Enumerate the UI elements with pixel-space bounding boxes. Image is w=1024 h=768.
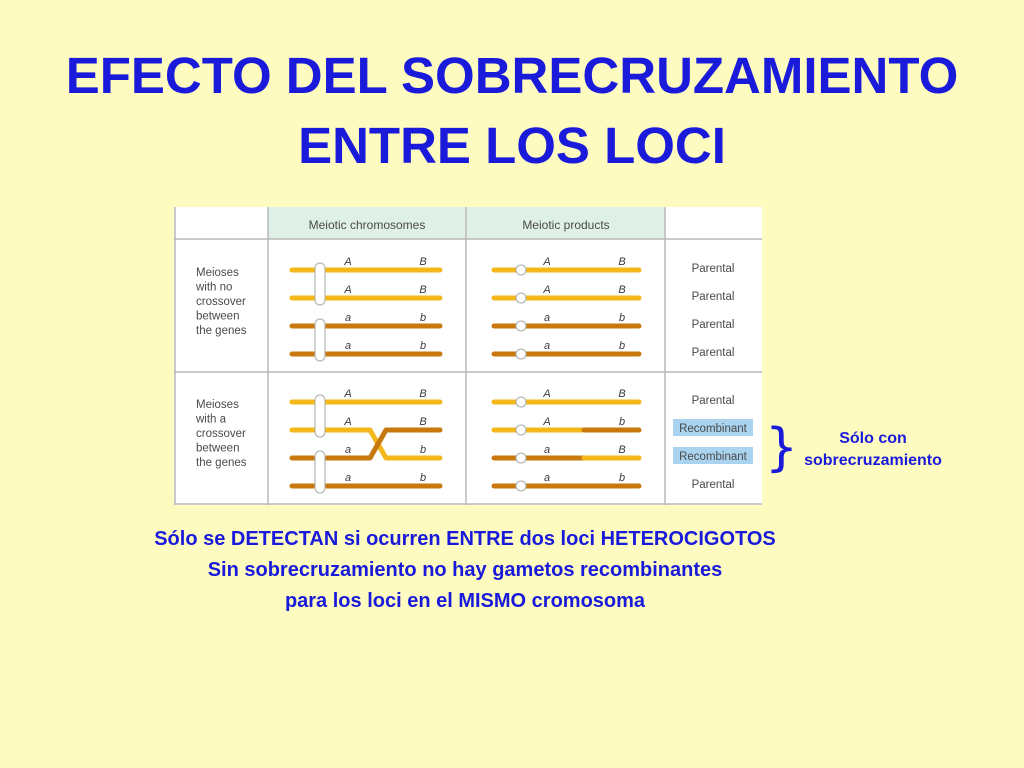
chromosome-allele-b: b	[419, 472, 427, 484]
row-no-crossover-label-line: crossover	[196, 296, 246, 308]
centromere	[516, 425, 526, 435]
product-allele-b: b	[618, 340, 626, 352]
side-note-line-2: sobrecruzamiento	[804, 452, 942, 469]
chromosome-allele-b: B	[419, 416, 427, 428]
outcome-label-recombinant: Recombinant	[679, 451, 747, 463]
row-crossover-label-line: the genes	[196, 457, 247, 469]
outcome-label-parental: Parental	[691, 479, 735, 491]
chromosome-allele-b: B	[419, 256, 427, 268]
side-note-line-1: Sólo con	[839, 430, 907, 447]
chromosome-allele-b: b	[419, 312, 427, 324]
crossover-diagram	[174, 207, 762, 505]
centromere	[315, 451, 325, 493]
header-meiotic-products: Meiotic products	[522, 218, 610, 232]
chromosome-allele-a: A	[344, 416, 352, 428]
centromere	[516, 349, 526, 359]
chromosome-allele-b: b	[419, 444, 427, 456]
product-allele-a: a	[543, 472, 551, 484]
chromosome-allele-a: a	[344, 312, 352, 324]
centromere	[516, 397, 526, 407]
chromosome-allele-a: A	[344, 284, 352, 296]
outcome-label-parental: Parental	[691, 263, 735, 275]
centromere	[516, 481, 526, 491]
centromere	[516, 265, 526, 275]
outcome-label-parental: Parental	[691, 395, 735, 407]
row-no-crossover-label-line: Meioses	[196, 267, 239, 279]
side-note	[780, 428, 966, 472]
centromere	[315, 395, 325, 437]
chromosome-allele-b: B	[419, 388, 427, 400]
centromere	[516, 293, 526, 303]
outcome-label-parental: Parental	[691, 291, 735, 303]
bottom-text-line-2: Sin sobrecruzamiento no hay gametos recombinantes	[207, 559, 723, 581]
chromosome-allele-a: a	[344, 444, 352, 456]
product-allele-a: A	[543, 416, 551, 428]
product-allele-a: a	[543, 312, 551, 324]
chromosome-allele-a: a	[344, 340, 352, 352]
row-no-crossover-label-line: between	[196, 310, 240, 323]
chromosome-allele-a: A	[344, 388, 352, 400]
row-no-crossover-label-line: the genes	[196, 325, 247, 337]
outcome-label-parental: Parental	[691, 319, 735, 331]
product-allele-b: b	[618, 312, 626, 324]
centromere	[315, 263, 325, 305]
bottom-text-line-1: Sólo se DETECTAN si ocurren ENTRE dos loci HETEROCIGOTOS	[154, 528, 776, 550]
row-crossover-label-line: crossover	[196, 428, 246, 440]
bottom-text-line-3: para los loci en el MISMO cromosoma	[284, 590, 646, 612]
row-crossover-label-line: between	[196, 442, 240, 455]
outcome-label-parental: Parental	[691, 347, 735, 359]
slide-title-line-1: EFECTO DEL SOBRECRUZAMIENTO	[65, 47, 959, 104]
product-allele-a: A	[543, 284, 551, 296]
centromere	[516, 321, 526, 331]
centromere	[516, 453, 526, 463]
product-allele-b: b	[618, 416, 626, 428]
product-allele-a: A	[543, 256, 551, 268]
header-meiotic-chromosomes: Meiotic chromosomes	[308, 218, 426, 232]
row-no-crossover-label-line: with no	[196, 281, 233, 294]
slide-title-line-2: ENTRE LOS LOCI	[298, 117, 726, 174]
product-allele-a: a	[543, 340, 551, 352]
crossover-figure	[174, 207, 762, 505]
centromere	[315, 319, 325, 361]
row-crossover-label-line: Meioses	[196, 399, 239, 411]
product-allele-a: a	[543, 444, 551, 456]
chromosome-allele-b: B	[419, 284, 427, 296]
product-allele-b: B	[618, 284, 626, 296]
row-crossover-label-line: with a	[196, 413, 227, 426]
product-allele-b: B	[618, 444, 626, 456]
curly-brace-icon: }	[765, 418, 799, 478]
product-allele-a: A	[543, 388, 551, 400]
chromosome-allele-a: a	[344, 472, 352, 484]
product-allele-b: B	[618, 256, 626, 268]
product-allele-b: B	[618, 388, 626, 400]
product-allele-b: b	[618, 472, 626, 484]
chromosome-allele-a: A	[344, 256, 352, 268]
outcome-label-recombinant: Recombinant	[679, 423, 747, 435]
chromosome-allele-b: b	[419, 340, 427, 352]
